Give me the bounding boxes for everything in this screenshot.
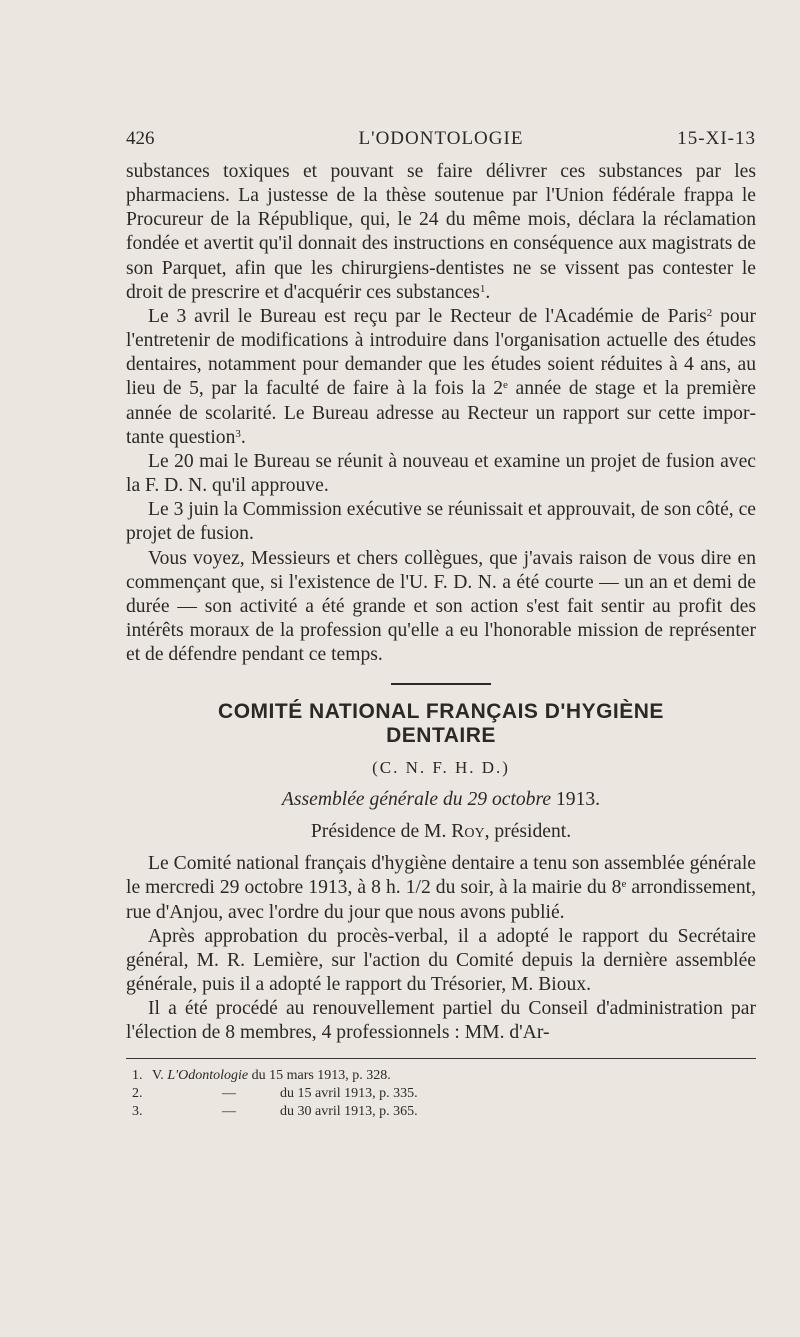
footnote-2: 2. — du 15 avril 1913, p. 335.: [132, 1085, 418, 1101]
section-heading: COMITÉ NATIONAL FRANÇAIS D'HYGIÈNE DENTAIRE: [218, 700, 664, 748]
presidence-line: Présidence de M. Roy, président.: [310, 821, 572, 843]
section-abbreviation: (C. N. F. H. D.): [372, 758, 510, 778]
footnote-ref-3: 3: [235, 427, 241, 440]
paragraph-6: Le Comité national français d'hygiène dentaire a tenu son assemblée générale le mercredi 29 octobre 1913, à 8 h. 1/2 du soir, à la mairie du 8e arrondissement, rue d'Anjou, avec l'ordre du jour que nous avons publié.: [126, 853, 756, 923]
president-name: Roy: [451, 821, 485, 843]
footnote-ref-2: 2: [706, 306, 713, 319]
footnotes: [126, 1067, 756, 1121]
paragraph-5: Vous voyez, Messieurs et chers collègues, que j'avais raison de vous dire en commençant que, si l'existence de l'U. F. D. N. a été courte — un an et demi de durée — son activité a été grande et son action s'est fait sentir au profit des intérêts moraux de la profession qu'elle a eu l'honorable mission de représenter et de défendre pendant ce temps.: [126, 547, 756, 666]
paragraph-7: Après approbation du procès-verbal, il a adopté le rapport du Secrétaire général, M. R. Lemière, sur l'action du Comité depuis la dernière assemblée générale, puis il a adopté le rapport du Trésorier, M. Bioux.: [126, 925, 756, 996]
main-text: [126, 160, 756, 1121]
section-divider: [391, 683, 491, 685]
paragraph-2: Le 3 avril le Bureau est reçu par le Recteur de l'Académie de Paris$^2$ pour l'entretenir de modifications à introduire dans l'organisation actuelle des études dentaires, notamment pour demander que les études soient réduites à 4 ans, au lieu de 5, par la faculté de faire à la fois la 2e année de stage et la première année de scolarité. Le Bureau adresse au Recteur un rapport sur cette importante question$^3$.: [126, 305, 757, 448]
paragraph-8: Il a été procédé au renouvellement partiel du Conseil d'administration par l'élection de 8 membres, 4 professionnels : MM. d'Ar-: [126, 998, 756, 1044]
issue-date: 15-XI-13: [677, 128, 756, 149]
footnote-ref-1: 1: [479, 282, 486, 295]
paragraph-4: Le 3 juin la Commission exécutive se réunissait et approuvait, de son côté, ce projet de fusion.: [126, 499, 756, 545]
page-number: 426: [126, 128, 155, 149]
footnote-divider: [126, 1058, 756, 1059]
paragraph-3: Le 20 mai le Bureau se réunit à nouveau et examine un projet de fusion avec la F. D. N. qu'il approuve.: [126, 450, 756, 497]
footnote-1: 1. V. L'Odontologie du 15 mars 1913, p. 328.: [132, 1067, 391, 1083]
assembly-subtitle: Assemblée générale du 29 octobre 1913.: [281, 789, 601, 811]
footnote-3: 3. — du 30 avril 1913, p. 365.: [132, 1103, 418, 1119]
paragraph-1: substances toxiques et pouvant se faire délivrer ces substances par les pharmaciens. La justesse de la thèse soutenue par l'Union fédérale frappa le Procureur de la République, qui, le 24 du même mois, déclara la réclamation fondée et avertit qu'il donnait des instructions en conséquence aux magistrats de son Parquet, afin que les chirurgiens-dentistes ne se vissent pas contester le droit de prescrire et d'acquérir ces substances$^1$.: [126, 161, 756, 303]
running-header: [126, 128, 756, 154]
journal-title: L'ODONTOLOGIE: [358, 128, 524, 149]
